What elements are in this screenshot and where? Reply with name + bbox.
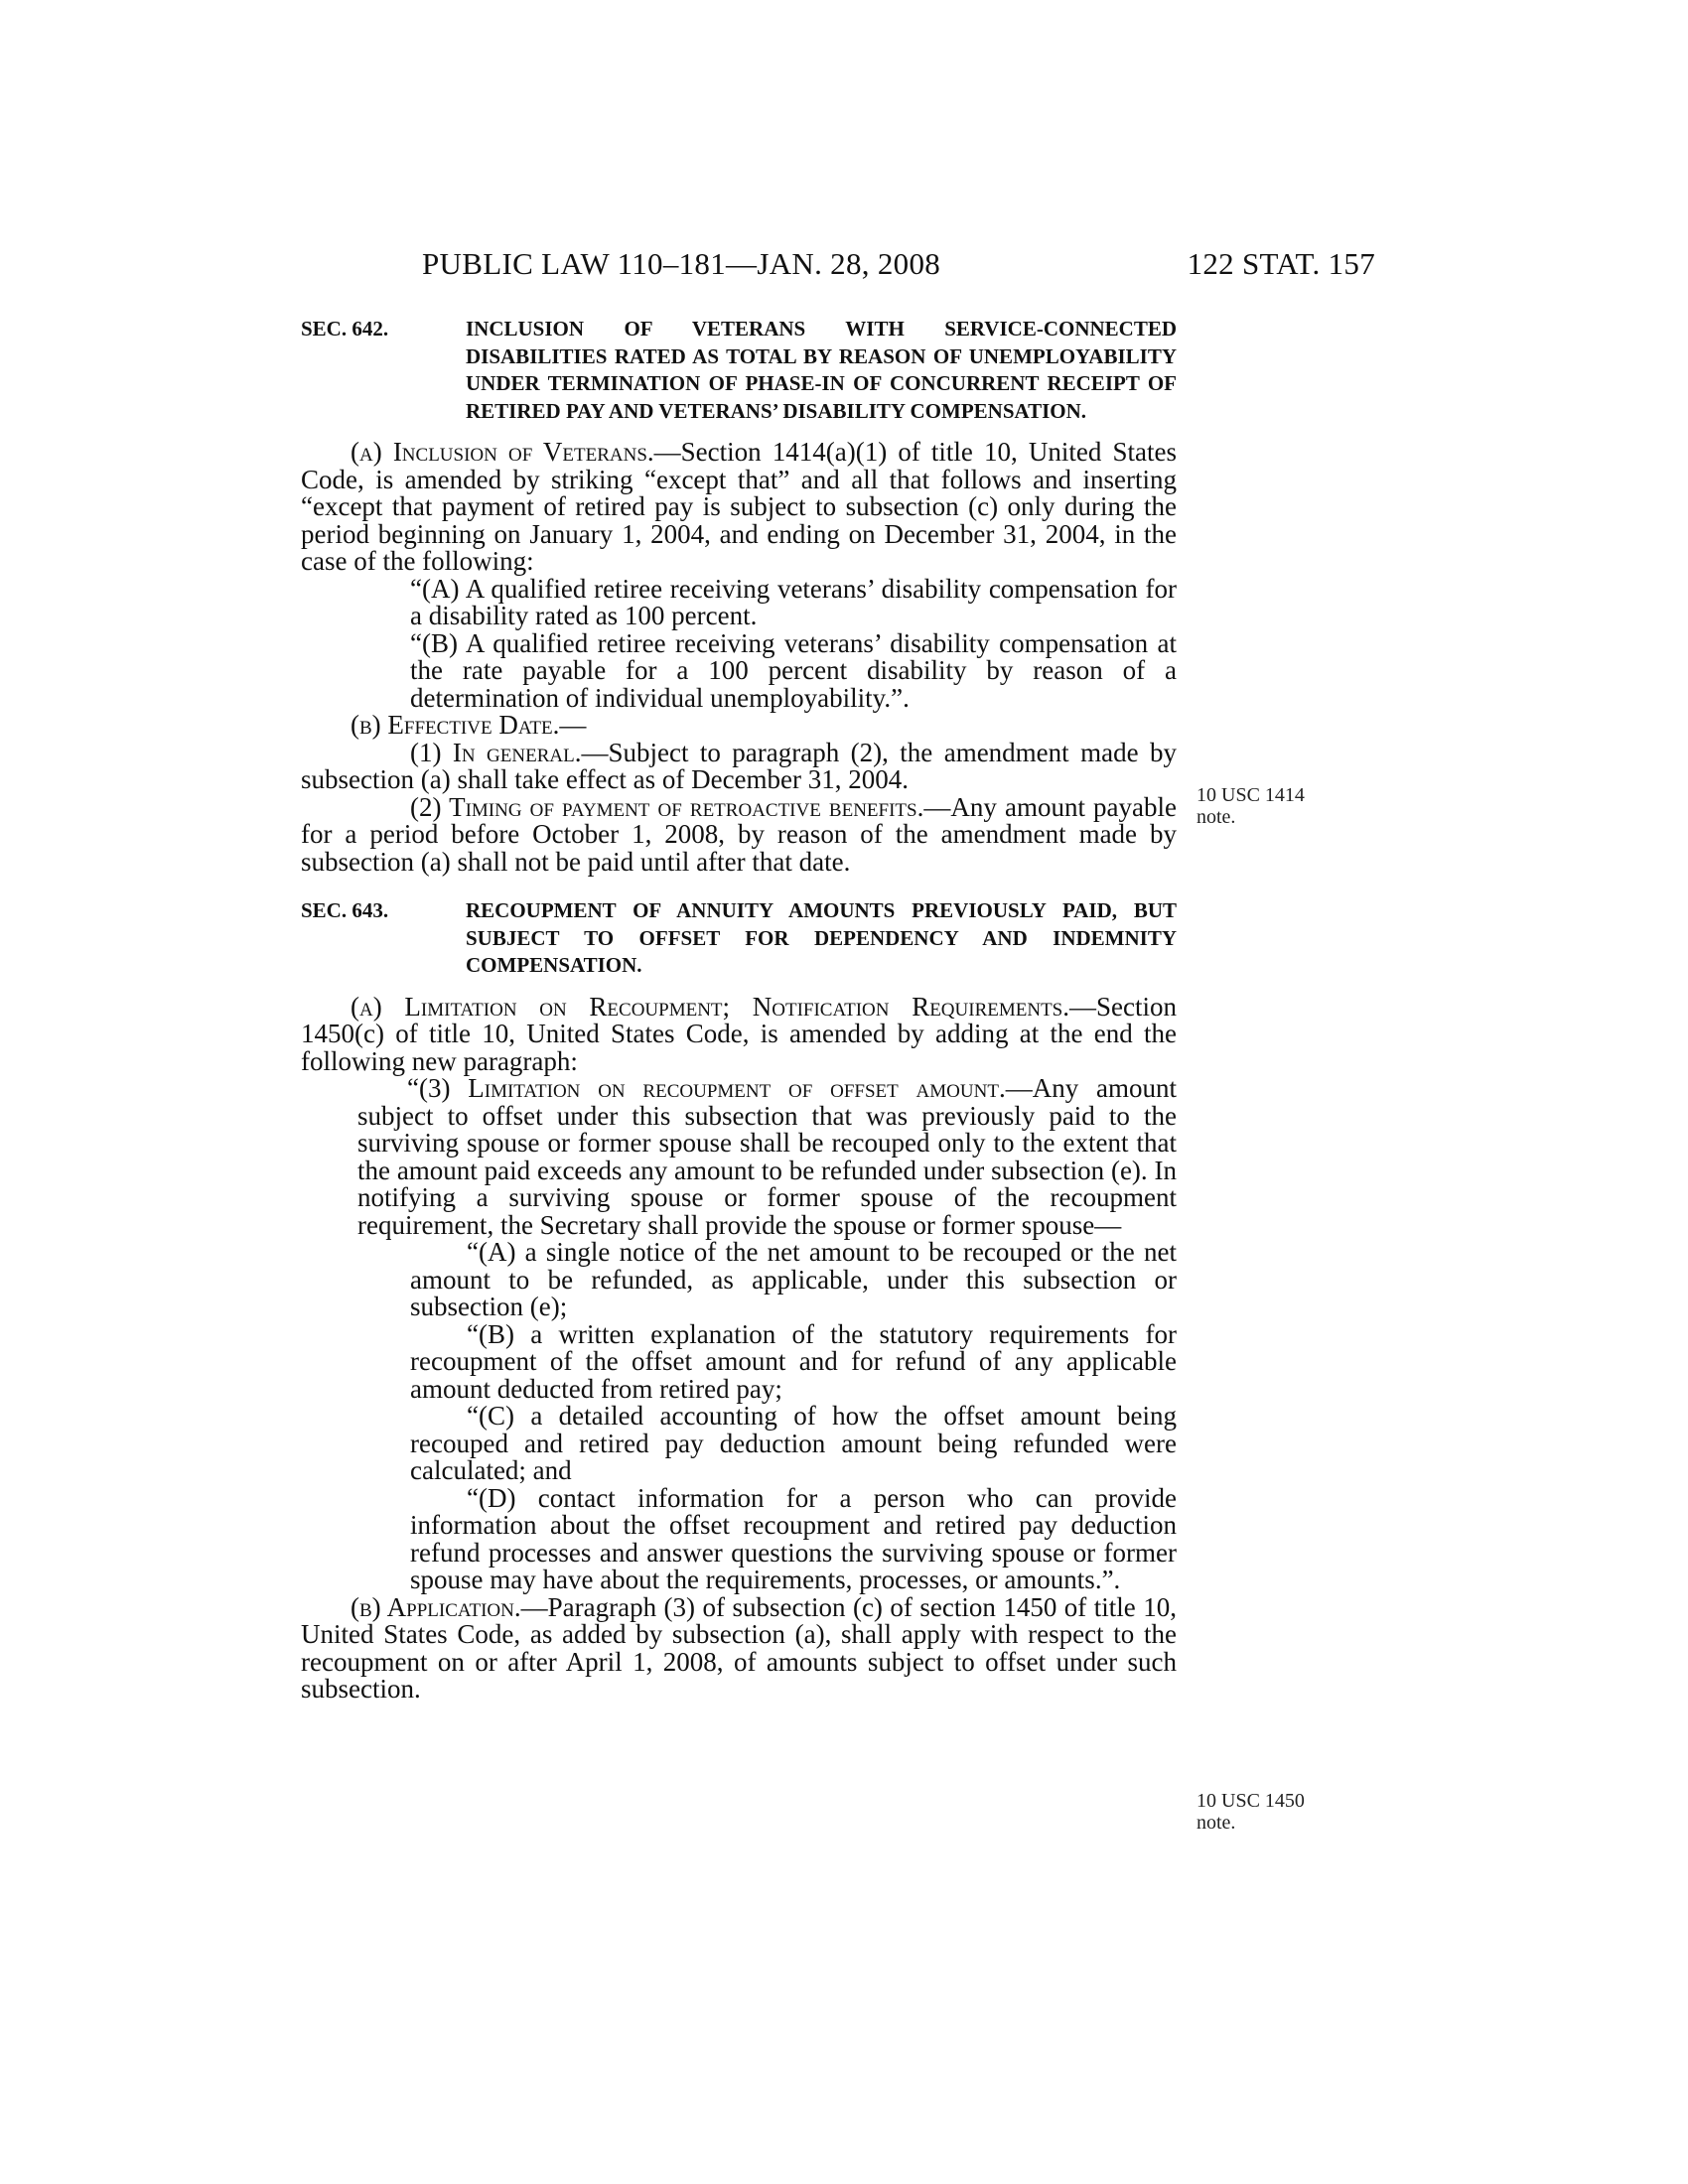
body-column bbox=[301, 316, 1177, 1704]
margin-note-10-usc-1450 bbox=[1196, 1790, 1305, 1834]
section-643-subsection-b bbox=[301, 1591, 1177, 1704]
section-642-subsection-b bbox=[301, 712, 1177, 740]
running-head bbox=[422, 246, 1375, 290]
margin-note-1414-line2: note. bbox=[1196, 806, 1236, 828]
section-643-heading bbox=[301, 897, 1177, 980]
section-643-quote-A: “(A) a single notice of the net amount to be recouped or the net amount to be refunded, as applicable, under this subsection or subsection (e); bbox=[410, 1237, 1177, 1321]
section-643-quote-3 bbox=[357, 1075, 1177, 1239]
margin-note-1450-line2: note. bbox=[1196, 1812, 1236, 1834]
section-642-a-heading: (a) Inclusion of Veterans. bbox=[351, 437, 654, 467]
section-643-subsection-a bbox=[301, 991, 1177, 1076]
section-642-paragraph-b1 bbox=[301, 737, 1177, 794]
section-643-b-text: —Paragraph (3) of subsection (c) of section 1450 of title 10, United States Code, as added by subsection (a), shall apply with respect to the recoupment on or after April 1, 2008, of amounts subject to offset under such subsection. bbox=[301, 1591, 1177, 1704]
section-642-b2-heading: (2) Timing of payment of retroactive benefits. bbox=[410, 791, 924, 822]
section-643-number: SEC. 643. bbox=[301, 898, 389, 922]
margin-note-10-usc-1414 bbox=[1196, 784, 1305, 828]
section-642-b1-heading: (1) In general. bbox=[410, 737, 582, 767]
running-head-stat-page: 122 STAT. 157 bbox=[1187, 246, 1375, 281]
margin-note-1450-line1: 10 USC 1450 bbox=[1196, 1790, 1305, 1812]
section-642-b-heading: (b) Effective Date. bbox=[351, 710, 560, 740]
running-head-public-law: PUBLIC LAW 110–181—JAN. 28, 2008 bbox=[422, 246, 941, 281]
section-642-a-text: —Section 1414(a)(1) of title 10, United States Code, is amended by striking “except that” and all that follows and inserting “except that payment of retired pay is subject to subsection (c) only during the period beginning on January 1, 2004, and ending on December 31, 2004, in the case of the following: bbox=[301, 437, 1177, 576]
section-643-quote-C: “(C) a detailed accounting of how the offset amount being recouped and retired pay deduction amount being refunded were calculated; and bbox=[410, 1401, 1177, 1485]
section-642-quote-A: “(A) A qualified retiree receiving veterans’ disability compensation for a disability rated as 100 percent. bbox=[410, 573, 1177, 630]
section-642-subsection-a bbox=[301, 439, 1177, 576]
section-642-title: INCLUSION OF VETERANS WITH SERVICE-CONNECTED DISABILITIES RATED AS TOTAL BY REASON OF UNEMPLOYABILITY UNDER TERMINATION OF PHASE-IN OF CONCURRENT RECEIPT OF RETIRED PAY AND VETERANS’ DISABILITY COMPENSATION. bbox=[466, 317, 1177, 423]
section-643-quote-B: “(B) a written explanation of the statutory requirements for recoupment of the offset amount and for refund of any applicable amount deducted from retired pay; bbox=[410, 1318, 1177, 1404]
section-643-q3-heading: “(3) Limitation on recoupment of offset amount. bbox=[407, 1073, 1006, 1103]
section-642-paragraph-b2 bbox=[301, 791, 1177, 877]
section-643-b-heading: (b) Application. bbox=[351, 1591, 521, 1622]
section-643-quote-D: “(D) contact information for a person who can provide information about the offset recoupment and retired pay deduction refund processes and answer questions the surviving spouse or former spouse may have about the requirements, processes, or amounts.”. bbox=[410, 1482, 1177, 1594]
section-642-b1-text: —Subject to paragraph (2), the amendment made by subsection (a) shall take effect as of December 31, 2004. bbox=[301, 737, 1177, 794]
section-643-title: RECOUPMENT OF ANNUITY AMOUNTS PREVIOUSLY PAID, BUT SUBJECT TO OFFSET FOR DEPENDENCY AND INDEMNITY COMPENSATION. bbox=[466, 898, 1177, 977]
section-642-number: SEC. 642. bbox=[301, 317, 389, 341]
section-642-b2-text: —Any amount payable for a period before October 1, 2008, by reason of the amendment made by subsection (a) shall not be paid until after that date. bbox=[301, 791, 1177, 877]
section-642-heading bbox=[301, 316, 1177, 425]
section-642-b-dash: — bbox=[559, 710, 587, 740]
section-643-q3-text: —Any amount subject to offset under this subsection that was previously paid to the surviving spouse or former spouse shall be recouped only to the extent that the amount paid exceeds any amount to be refunded under subsection (e). In notifying a surviving spouse or former spouse of the recoupment requirement, the Secretary shall provide the spouse or former spouse— bbox=[357, 1073, 1177, 1240]
margin-note-1414-line1: 10 USC 1414 bbox=[1196, 784, 1305, 806]
section-643-quoted-subparagraphs bbox=[301, 1239, 1177, 1594]
section-642-quote-B: “(B) A qualified retiree receiving veterans’ disability compensation at the rate payable for a 100 percent disability by reason of a determination of individual unemployability.”. bbox=[410, 627, 1177, 713]
section-643-a-text: —Section 1450(c) of title 10, United States Code, is amended by adding at the end the following new paragraph: bbox=[301, 991, 1177, 1076]
section-643-a-heading: (a) Limitation on Recoupment; Notification Requirements. bbox=[351, 991, 1069, 1022]
section-643-quoted-paragraph-3 bbox=[301, 1075, 1177, 1239]
section-642-quoted-matter bbox=[301, 573, 1177, 713]
